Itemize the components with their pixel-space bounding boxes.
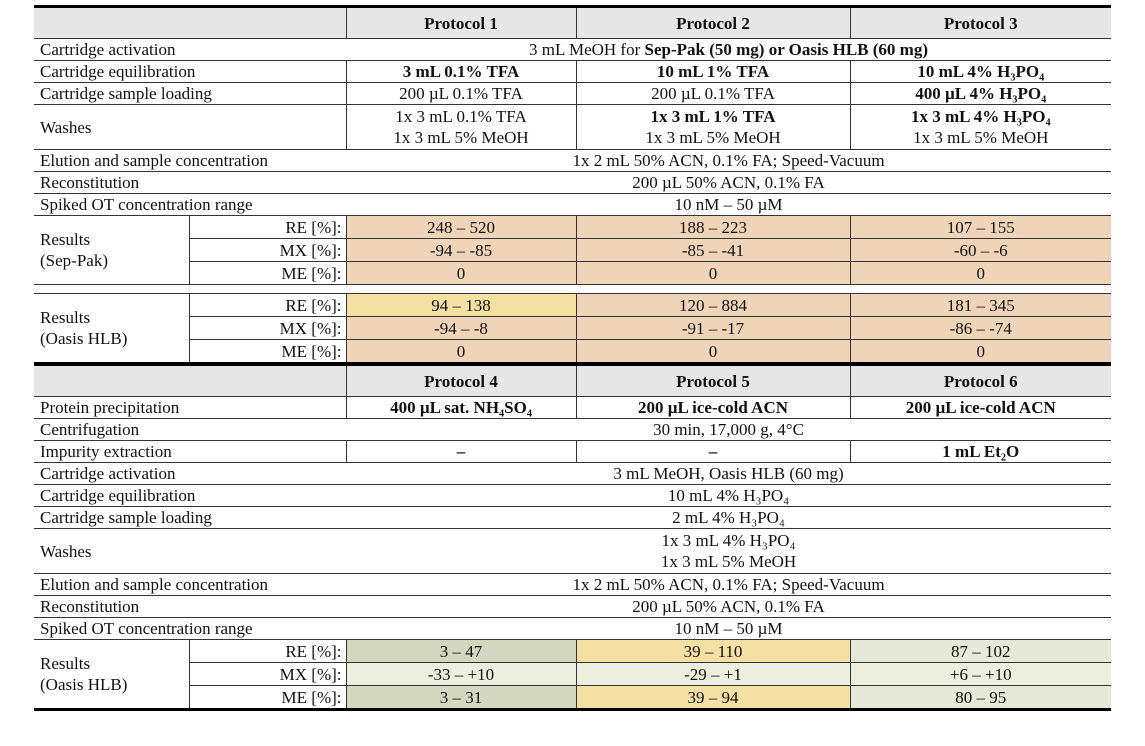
cell-p3: -60 – -6 (850, 239, 1111, 262)
row-label: Protein precipitation (40, 398, 180, 417)
row-washes (34, 105, 1111, 150)
cell-p2: 188 – 223 (576, 216, 850, 239)
results-sep-label (34, 216, 189, 285)
wash-line-1: 1x 3 mL 4% H₃PO₄ (910, 107, 1051, 126)
results-label-line-1: Results (40, 308, 91, 327)
header-row-top (34, 7, 1111, 39)
metric-key: RE [%]: (189, 216, 346, 239)
row-centrifugation (34, 419, 1111, 441)
results-oasis-bottom-me (34, 686, 1111, 710)
row-elution-2 (34, 574, 1111, 596)
row-label: Washes (40, 117, 92, 137)
row-label: Cartridge sample loading (40, 508, 212, 527)
cell-p5: -29 – +1 (576, 663, 850, 686)
results-label-line-2: (Oasis HLB) (40, 329, 128, 348)
row-label: Spiked OT concentration range (40, 195, 253, 214)
row-cartridge-activation-2 (34, 463, 1111, 485)
header-protocol-2: Protocol 2 (576, 7, 850, 39)
row-reconstitution (34, 172, 1111, 194)
row-cartridge-sample-loading-2 (34, 507, 1111, 529)
cell-p5: – (576, 441, 850, 463)
activation-value-bold: Sep-Pak (50 mg) or Oasis HLB (60 mg) (644, 40, 928, 59)
equilibration-value: 10 mL 4% H₃PO₄ (667, 486, 790, 505)
cell-p1: -94 – -8 (346, 317, 576, 340)
cell-p1: 0 (346, 262, 576, 285)
row-label: Elution and sample concentration (40, 575, 269, 594)
washes-value (346, 529, 1111, 574)
cell-p6: 1 mL Et₂O (850, 441, 1111, 463)
spacer-row (34, 285, 1111, 294)
cell-p3: -86 – -74 (850, 317, 1111, 340)
row-elution (34, 150, 1111, 172)
cell-p5: 39 – 94 (576, 686, 850, 710)
cell-p2: -91 – -17 (576, 317, 850, 340)
protocol-table (34, 5, 1111, 711)
header-protocol-5: Protocol 5 (576, 364, 850, 397)
cell-p1: -94 – -85 (346, 239, 576, 262)
row-spiked-range-2 (34, 618, 1111, 640)
header-protocol-1: Protocol 1 (346, 7, 576, 39)
row-label: Washes (40, 541, 92, 561)
metric-key: ME [%]: (189, 262, 346, 285)
cell-p1: 3 mL 0.1% TFA (346, 61, 576, 83)
cell-p5: 39 – 110 (576, 640, 850, 663)
cell-p1: 94 – 138 (346, 294, 576, 317)
cell-p3: 0 (850, 340, 1111, 365)
results-label-line-2: (Oasis HLB) (40, 675, 128, 694)
row-label: Cartridge equilibration (40, 62, 196, 81)
cell-p1: 0 (346, 340, 576, 365)
results-oasis-top-me (34, 340, 1111, 365)
header-protocol-4: Protocol 4 (346, 364, 576, 397)
row-label: Cartridge activation (40, 40, 176, 59)
results-oasis-top-re (34, 294, 1111, 317)
wash-line-2: 1x 3 mL 5% MeOH (913, 128, 1049, 147)
wash-line-1: 1x 3 mL 4% H₃PO₄ (661, 531, 796, 550)
header-protocol-3: Protocol 3 (850, 7, 1111, 39)
cell-p6: 200 µL ice-cold ACN (850, 397, 1111, 419)
row-protein-precipitation (34, 397, 1111, 419)
metric-key: ME [%]: (189, 686, 346, 710)
wash-line-1: 1x 3 mL 1% TFA (650, 107, 776, 126)
results-sep-me (34, 262, 1111, 285)
header-blank (34, 364, 346, 397)
cell-p3: 181 – 345 (850, 294, 1111, 317)
cell-p6: 87 – 102 (850, 640, 1111, 663)
header-protocol-6: Protocol 6 (850, 364, 1111, 397)
cell-p1 (346, 105, 576, 150)
elution-value: 1x 2 mL 50% ACN, 0.1% FA; Speed-Vacuum (572, 151, 885, 170)
cell-p2: 200 µL 0.1% TFA (576, 83, 850, 105)
metric-key: MX [%]: (189, 317, 346, 340)
range-value: 10 nM – 50 µM (674, 195, 783, 214)
cell-p3: 0 (850, 262, 1111, 285)
wash-line-2: 1x 3 mL 5% MeOH (645, 128, 781, 147)
wash-line-1: 1x 3 mL 0.1% TFA (395, 107, 527, 126)
cell-p3 (850, 105, 1111, 150)
results-sep-mx (34, 239, 1111, 262)
reconstitution-value: 200 µL 50% ACN, 0.1% FA (632, 597, 825, 616)
spacer-cell (34, 285, 1111, 294)
cell-p2 (576, 105, 850, 150)
header-blank (34, 7, 346, 39)
loading-value: 2 mL 4% H₃PO₄ (672, 508, 785, 527)
elution-value: 1x 2 mL 50% ACN, 0.1% FA; Speed-Vacuum (572, 575, 885, 594)
wash-line-2: 1x 3 mL 5% MeOH (393, 128, 529, 147)
cell-p2: -85 – -41 (576, 239, 850, 262)
cell-p4: -33 – +10 (346, 663, 576, 686)
row-reconstitution-2 (34, 596, 1111, 618)
row-label: Reconstitution (40, 597, 140, 616)
activation-value (346, 39, 1111, 61)
metric-key: RE [%]: (189, 640, 346, 663)
activation-value-pre: 3 mL MeOH for (528, 40, 645, 59)
row-label: Reconstitution (40, 173, 140, 192)
row-label: Spiked OT concentration range (40, 619, 253, 638)
metric-key: MX [%]: (189, 663, 346, 686)
metric-key: ME [%]: (189, 340, 346, 365)
cell-p4: 3 – 47 (346, 640, 576, 663)
row-label: Cartridge equilibration (40, 486, 196, 505)
reconstitution-value: 200 µL 50% ACN, 0.1% FA (632, 173, 825, 192)
cell-p2: 120 – 884 (576, 294, 850, 317)
results-label-line-1: Results (40, 230, 91, 249)
cell-p1: 200 µL 0.1% TFA (346, 83, 576, 105)
row-label: Centrifugation (40, 420, 140, 439)
results-oasis-bottom-re (34, 640, 1111, 663)
metric-key: MX [%]: (189, 239, 346, 262)
metric-key: RE [%]: (189, 294, 346, 317)
results-oasis-top-label (34, 294, 189, 365)
row-cartridge-activation (34, 39, 1111, 61)
protocol-table-container (34, 5, 1111, 711)
activation-value: 3 mL MeOH, Oasis HLB (60 mg) (613, 464, 844, 483)
row-cartridge-equilibration (34, 61, 1111, 83)
results-sep-re (34, 216, 1111, 239)
header-row-bottom (34, 364, 1111, 397)
wash-line-2: 1x 3 mL 5% MeOH (660, 552, 797, 571)
row-label: Cartridge sample loading (40, 84, 212, 103)
results-label-line-2: (Sep-Pak) (40, 251, 108, 270)
row-impurity-extraction (34, 441, 1111, 463)
range-value: 10 nM – 50 µM (674, 619, 783, 638)
centrifugation-value: 30 min, 17,000 g, 4°C (653, 420, 804, 439)
cell-p2: 10 mL 1% TFA (576, 61, 850, 83)
results-oasis-bottom-mx (34, 663, 1111, 686)
cell-p1: 248 – 520 (346, 216, 576, 239)
cell-p3: 400 µL 4% H₃PO₄ (850, 83, 1111, 105)
cell-p4: 3 – 31 (346, 686, 576, 710)
results-label-line-1: Results (40, 654, 91, 673)
row-label: Elution and sample concentration (40, 151, 269, 170)
cell-p6: +6 – +10 (850, 663, 1111, 686)
cell-p3: 107 – 155 (850, 216, 1111, 239)
row-washes-2 (34, 529, 1111, 574)
cell-p2: 0 (576, 262, 850, 285)
row-label: Impurity extraction (40, 442, 172, 461)
cell-p2: 0 (576, 340, 850, 365)
cell-p4: – (346, 441, 576, 463)
cell-p6: 80 – 95 (850, 686, 1111, 710)
results-oasis-bottom-label (34, 640, 189, 710)
cell-p4: 400 µL sat. NH₄SO₄ (346, 397, 576, 419)
row-cartridge-sample-loading (34, 83, 1111, 105)
results-oasis-top-mx (34, 317, 1111, 340)
row-spiked-range (34, 194, 1111, 216)
cell-p5: 200 µL ice-cold ACN (576, 397, 850, 419)
row-cartridge-equilibration-2 (34, 485, 1111, 507)
cell-p3: 10 mL 4% H₃PO₄ (850, 61, 1111, 83)
row-label: Cartridge activation (40, 464, 176, 483)
